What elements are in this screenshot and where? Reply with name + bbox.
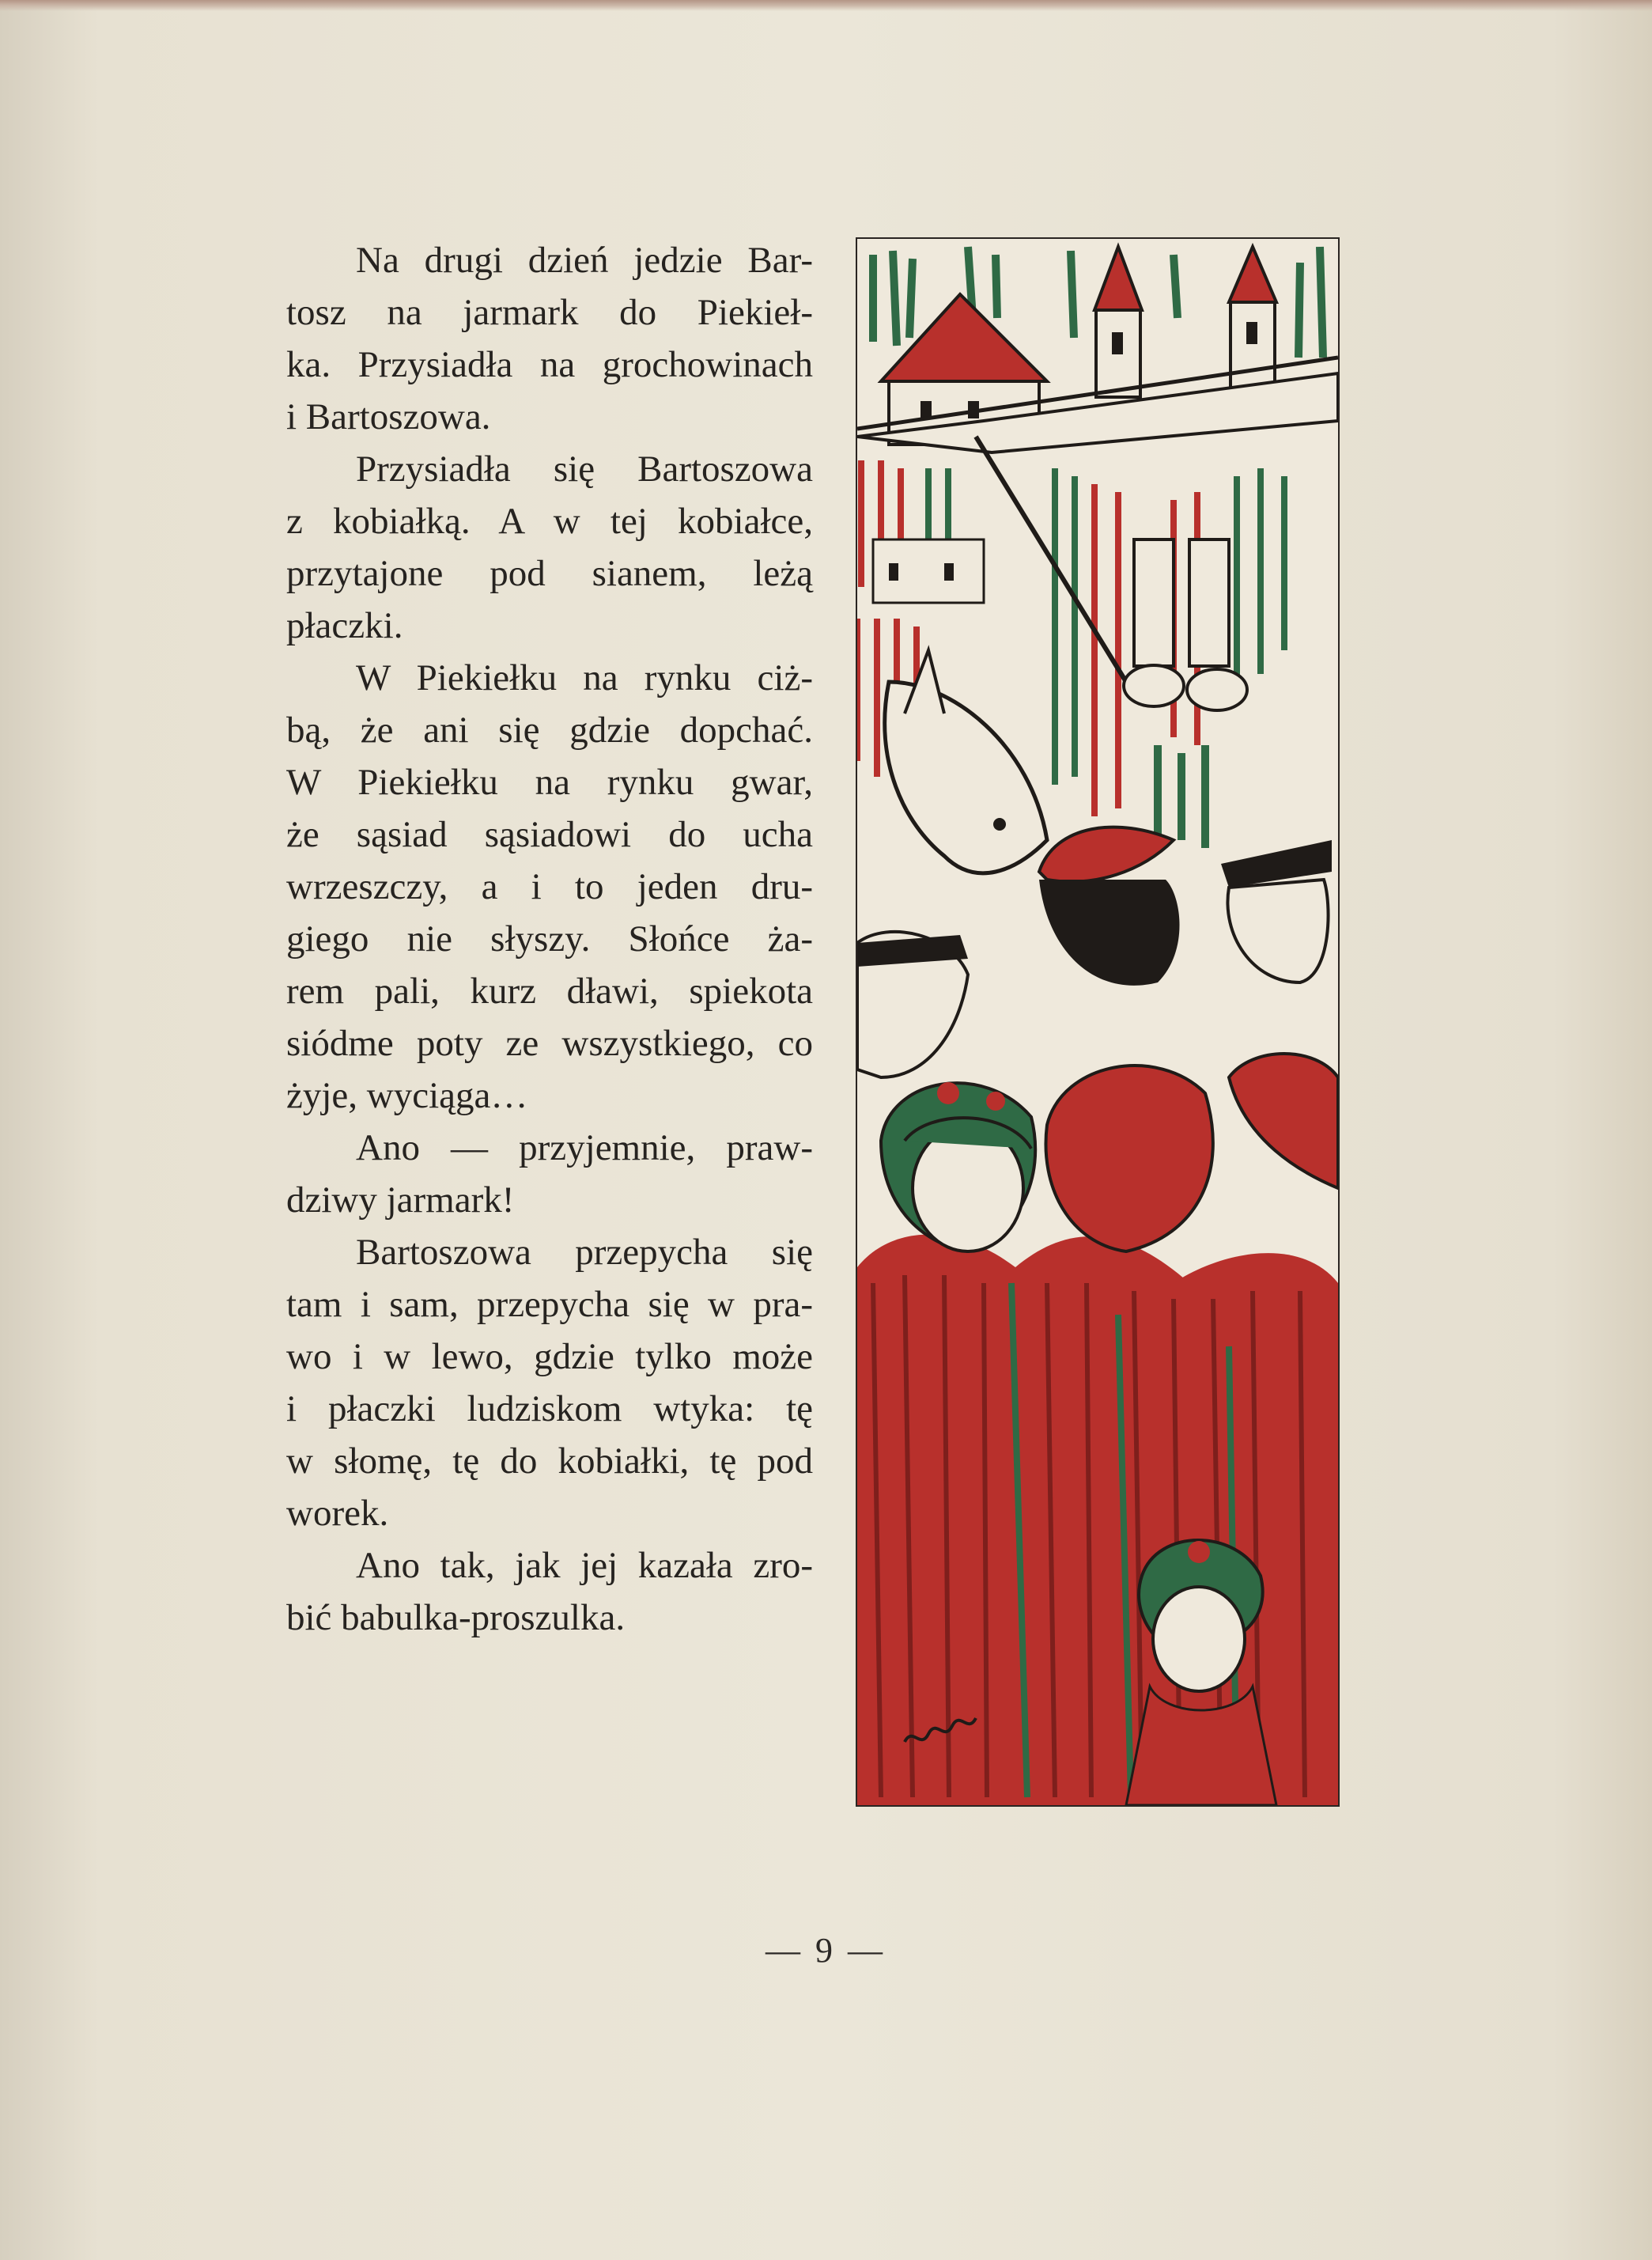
text-line: Bartoszowa przepycha się <box>356 1232 813 1273</box>
text-line: i Bartoszowa. <box>286 396 491 437</box>
text-line: ka. Przysiadła na grochowinach <box>286 344 813 385</box>
text-line: tosz na jarmark do Piekieł- <box>286 292 813 333</box>
text-line: rem pali, kurz dławi, spiekota <box>286 971 813 1012</box>
text-line: z kobiałką. A w tej kobiałce, <box>286 501 813 542</box>
text-line: worek. <box>286 1493 389 1534</box>
text-line: W Piekiełku na rynku ciż- <box>356 657 813 698</box>
text-line: Na drugi dzień jedzie Bar- <box>356 240 813 281</box>
text-line: w słomę, tę do kobiałki, tę pod <box>286 1440 813 1482</box>
text-line: wo i w lewo, gdzie tylko może <box>286 1336 813 1377</box>
text-line: W Piekiełku na rynku gwar, <box>286 762 813 803</box>
text-line: i płaczki ludziskom wtyka: tę <box>286 1388 813 1429</box>
folk-market-illustration <box>856 237 1340 1807</box>
text-line: bą, że ani się gdzie dopchać. <box>286 710 813 751</box>
text-line: Ano — przyjemnie, praw- <box>356 1127 813 1168</box>
text-line: przytajone pod sianem, leżą <box>286 553 813 594</box>
text-line: tam i sam, przepycha się w pra- <box>286 1284 813 1325</box>
illustration-drawing <box>857 239 1338 1805</box>
text-line: giego nie słyszy. Słońce ża- <box>286 918 813 960</box>
text-line: płaczki. <box>286 605 403 646</box>
text-line: że sąsiad sąsiadowi do ucha <box>286 814 813 855</box>
text-line: wrzeszczy, a i to jeden dru- <box>286 866 813 907</box>
text-line: siódme poty ze wszystkiego, co <box>286 1023 813 1064</box>
text-line: Przysiadła się Bartoszowa <box>356 449 813 490</box>
text-line: Ano tak, jak jej kazała zro- <box>356 1545 813 1586</box>
page-number: — 9 — <box>766 1931 886 1970</box>
text-line: dziwy jarmark! <box>286 1179 515 1221</box>
text-line: żyje, wyciąga… <box>286 1075 528 1116</box>
text-line: bić babulka-proszulka. <box>286 1597 626 1638</box>
page-top-edge <box>0 0 1652 11</box>
red-cloaks <box>857 1235 1338 1805</box>
body-text <box>286 234 813 1644</box>
